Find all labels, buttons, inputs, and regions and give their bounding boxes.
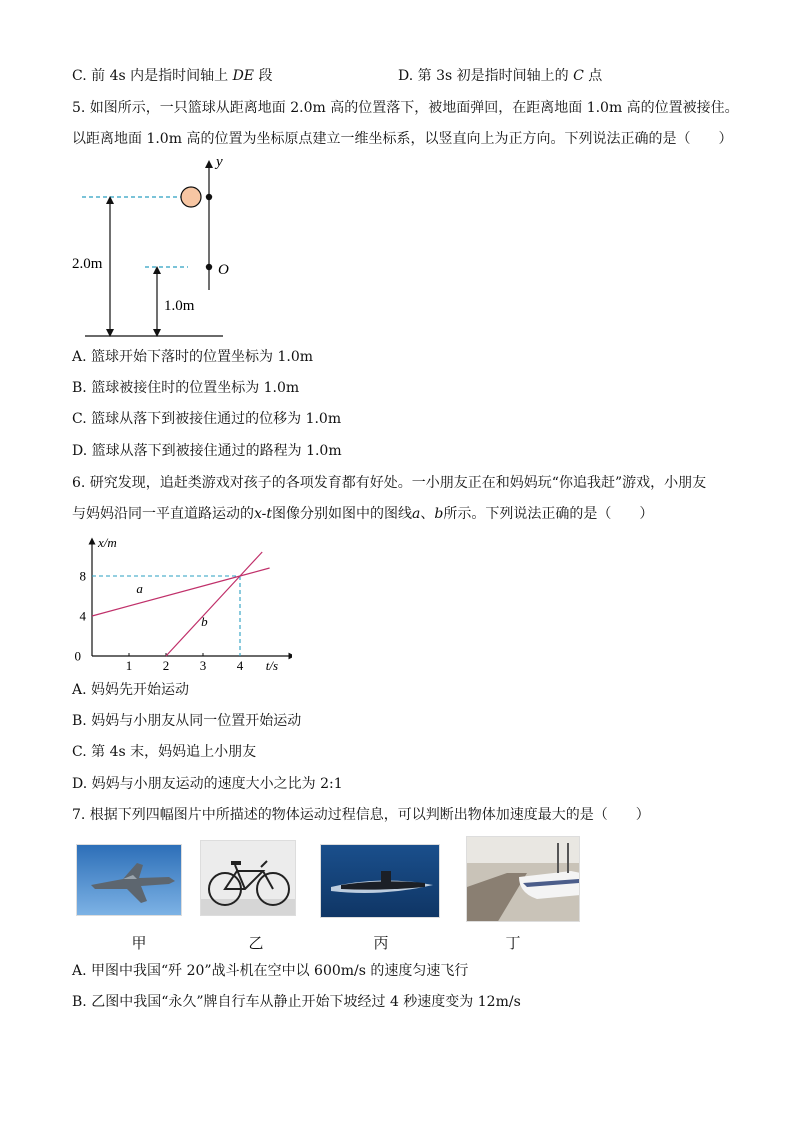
axis-point-ball-level bbox=[206, 194, 212, 200]
x-tick-label: 4 bbox=[236, 658, 244, 672]
series-line-a bbox=[92, 568, 270, 616]
caption-jia: 甲 bbox=[131, 934, 147, 952]
fighter-jet-image bbox=[76, 844, 182, 916]
q6-option-b: B. 妈妈与小朋友从同一位置开始运动 bbox=[72, 713, 302, 729]
q5-basketball-figure bbox=[70, 150, 240, 340]
q5-option-a: A. 篮球开始下落时的位置坐标为 1.0m bbox=[72, 349, 314, 365]
q6-option-c: C. 第 4s 末，妈妈追上小朋友 bbox=[72, 744, 257, 760]
q7-stem: 7. 根据下列四幅图片中所描述的物体运动过程信息，可以判断出物体加速度最大的是（ ） bbox=[72, 807, 650, 823]
line-a-ref: a bbox=[412, 506, 421, 522]
q5-option-b: B. 篮球被接住时的位置坐标为 1.0m bbox=[72, 380, 300, 396]
q6-stem-line1: 6. 研究发现，追赶类游戏对孩子的各项发育都有好处。一小朋友正在和妈妈玩“你追我赶”游戏，小朋友 bbox=[72, 475, 707, 491]
y-tick-label: 0 bbox=[74, 648, 81, 664]
y-tick-label: 4 bbox=[79, 608, 86, 624]
xt-label: x-t bbox=[254, 506, 273, 522]
submarine-image bbox=[320, 844, 440, 918]
y-tick-label: 8 bbox=[79, 568, 86, 584]
q4-option-d: D. 第 3s 初是指时间轴上的 C 点 bbox=[398, 68, 603, 84]
line-b-ref: b bbox=[434, 506, 444, 522]
axis-point-origin bbox=[206, 264, 212, 270]
basketball bbox=[181, 187, 201, 207]
x-tick-label: 3 bbox=[199, 658, 207, 672]
label-2m: 2.0m bbox=[72, 256, 103, 272]
q4-option-c-segment: DE bbox=[232, 68, 255, 84]
series-line-b bbox=[166, 552, 262, 656]
y-axis-label: y bbox=[216, 154, 223, 170]
y-axis-label: x/m bbox=[98, 535, 117, 550]
caption-bing: 丙 bbox=[373, 934, 389, 952]
caption-yi: 乙 bbox=[248, 934, 264, 952]
q4-option-d-point: C bbox=[573, 68, 584, 84]
x-tick-label: 1 bbox=[125, 658, 133, 672]
x-axis-label: t/s bbox=[265, 658, 279, 672]
caption-ding: 丁 bbox=[505, 934, 521, 952]
xt-chart bbox=[72, 530, 292, 672]
q4-option-c: C. 前 4s 内是指时间轴上 DE 段 bbox=[72, 68, 273, 84]
q6-stem-line2: 与妈妈沿同一平直道路运动的x-t图像分别如图中的图线a、b所示。下列说法正确的是（ ） bbox=[72, 506, 654, 522]
q5-option-d: D. 篮球从落下到被接住通过的路程为 1.0m bbox=[72, 443, 342, 459]
q5-option-c: C. 篮球从落下到被接住通过的位移为 1.0m bbox=[72, 411, 342, 427]
q6-option-d: D. 妈妈与小朋友运动的速度大小之比为 2:1 bbox=[72, 776, 343, 792]
bicycle-image bbox=[200, 840, 296, 916]
q7-option-b: B. 乙图中我国“永久”牌自行车从静止开始下坡经过 4 秒速度变为 12m/s bbox=[72, 994, 521, 1010]
q7-option-a: A. 甲图中我国“歼 20”战斗机在空中以 600m/s 的速度匀速飞行 bbox=[72, 963, 469, 979]
label-1m: 1.0m bbox=[164, 298, 195, 314]
origin-label: O bbox=[218, 262, 229, 278]
q5-stem-line2: 以距离地面 1.0m 高的位置为坐标原点建立一维坐标系，以竖直向上为正方向。下列说法正确的是（ ） bbox=[72, 131, 733, 147]
q5-stem-line1: 5. 如图所示，一只篮球从距离地面 2.0m 高的位置落下，被地面弹回，在距离地面 1.0m 高的位置被接住。 bbox=[72, 100, 739, 116]
high-speed-train-image bbox=[466, 836, 580, 922]
series-label-b: b bbox=[201, 614, 208, 629]
q6-option-a: A. 妈妈先开始运动 bbox=[72, 682, 190, 698]
series-label-a: a bbox=[136, 581, 143, 596]
x-tick-label: 2 bbox=[162, 658, 170, 672]
